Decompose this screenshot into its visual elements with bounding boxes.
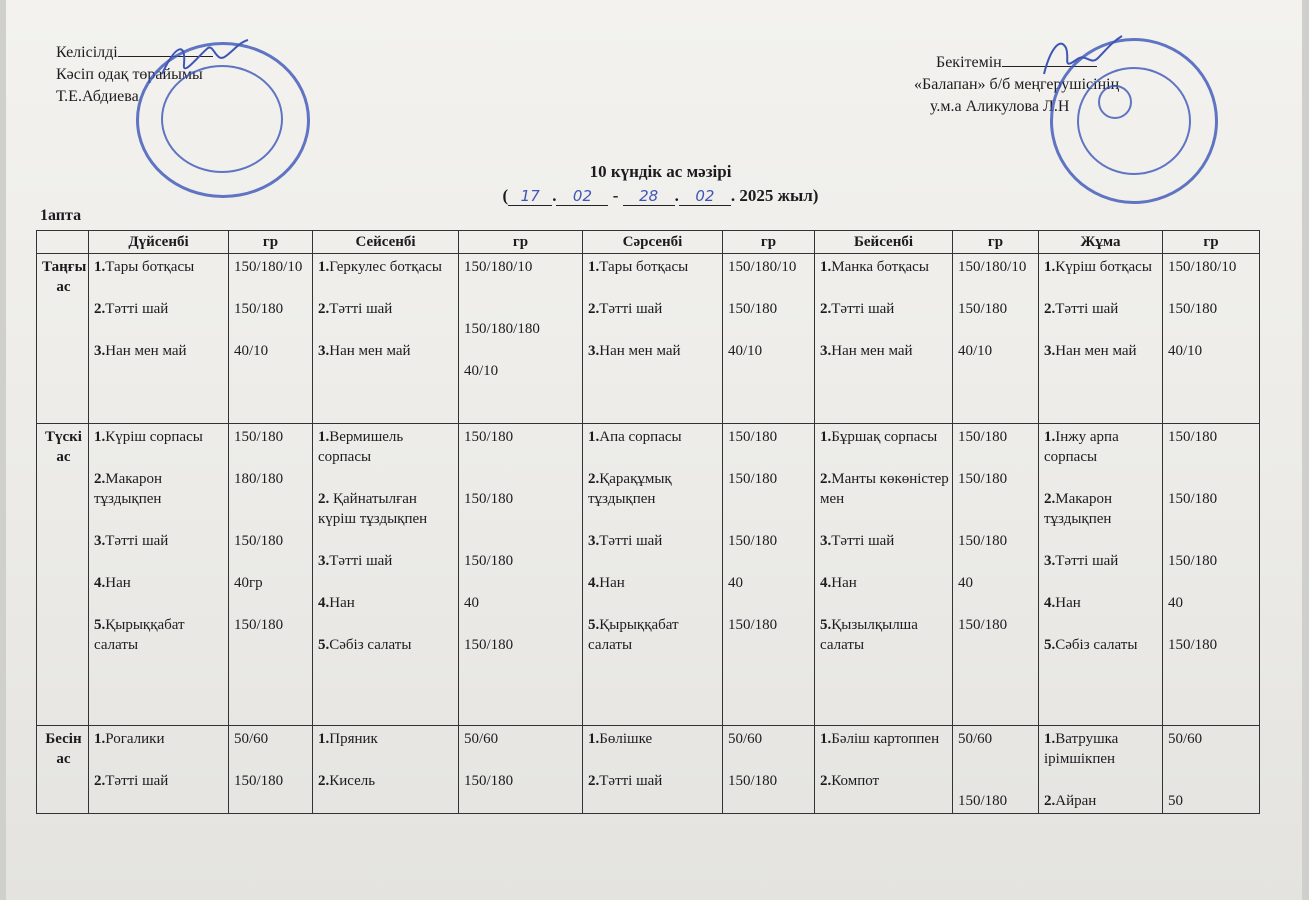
- dish-item: 2.Тәтті шай: [820, 301, 895, 317]
- dish-item: 2.Манты көкөністер мен: [820, 471, 949, 507]
- dish-item: 2.Айран: [1044, 793, 1097, 809]
- grams-cell: [953, 726, 1039, 814]
- grams-value: 150/180/10: [464, 259, 533, 275]
- dish-item: 1.Тары ботқасы: [94, 259, 195, 275]
- grams-cell: [459, 424, 583, 726]
- grams-value: 150/180: [1168, 301, 1218, 317]
- signature-right-icon: [1036, 30, 1126, 80]
- grams-value: 150/180: [234, 533, 284, 549]
- grams-value: 50: [1168, 793, 1183, 809]
- grams-value: 150/180: [1168, 491, 1218, 507]
- dish-item: 2.Тәтті шай: [588, 301, 663, 317]
- grams-cell: [229, 424, 313, 726]
- dish-item: 2. Қайнатылған күріш тұздықпен: [318, 491, 428, 527]
- dish-item: 2.Тәтті шай: [318, 301, 393, 317]
- grams-cell: [723, 254, 815, 424]
- meal-name: Таңғы ас: [37, 254, 89, 424]
- dish-cell: [313, 424, 459, 726]
- dish-item: 2.Тәтті шай: [1044, 301, 1119, 317]
- grams-value: 40: [464, 595, 479, 611]
- dish-item: 1.Інжу арпа сорпасы: [1044, 429, 1119, 465]
- dish-item: 2.Макарон тұздықпен: [94, 471, 162, 507]
- grams-value: 150/180: [958, 429, 1008, 445]
- dish-item: 3.Тәтті шай: [94, 533, 169, 549]
- dish-cell: [583, 726, 723, 814]
- dish-item: 1.Вермишель сорпасы: [318, 429, 404, 465]
- grams-cell: [1163, 254, 1260, 424]
- grams-cell: [229, 726, 313, 814]
- grams-cell: [459, 254, 583, 424]
- column-header: гр: [1163, 231, 1260, 254]
- dish-item: 1.Манка ботқасы: [820, 259, 929, 275]
- column-header: гр: [723, 231, 815, 254]
- dish-cell: [89, 254, 229, 424]
- dish-item: 3.Тәтті шай: [820, 533, 895, 549]
- dish-item: 3.Нан мен май: [318, 343, 411, 359]
- dish-item: 3.Нан мен май: [588, 343, 681, 359]
- grams-value: 150/180: [464, 553, 514, 569]
- year-text: . 2025 жыл): [730, 186, 819, 205]
- grams-value: 150/180: [1168, 429, 1218, 445]
- dish-item: 1.Тары ботқасы: [588, 259, 689, 275]
- column-header: гр: [953, 231, 1039, 254]
- grams-value: 150/180: [728, 429, 778, 445]
- grams-value: 40: [728, 575, 743, 591]
- dish-item: 5.Сәбіз салаты: [318, 637, 412, 653]
- dish-item: 3.Нан мен май: [820, 343, 913, 359]
- grams-value: 40: [1168, 595, 1183, 611]
- column-header: гр: [459, 231, 583, 254]
- grams-value: 40/10: [1168, 343, 1203, 359]
- start-day: 17: [508, 187, 552, 206]
- grams-cell: [723, 726, 815, 814]
- grams-value: 150/180: [1168, 637, 1218, 653]
- week-label: 1апта: [40, 207, 82, 224]
- dish-item: 3.Тәтті шай: [1044, 553, 1119, 569]
- dish-item: 4.Нан: [588, 575, 625, 591]
- grams-value: 50/60: [958, 731, 993, 747]
- grams-value: 150/180: [958, 301, 1008, 317]
- column-header: [37, 231, 89, 254]
- dish-item: 2.Макарон тұздықпен: [1044, 491, 1112, 527]
- end-month: 02: [679, 187, 731, 206]
- dish-cell: [815, 424, 953, 726]
- dish-item: 2.Компот: [820, 773, 880, 789]
- dish-item: 4.Нан: [94, 575, 131, 591]
- dish-item: 1.Ватрушка ірімшікпен: [1044, 731, 1119, 767]
- column-header: Жұма: [1039, 231, 1163, 254]
- grams-cell: [723, 424, 815, 726]
- dish-item: 1.Бөлішке: [588, 731, 653, 747]
- header-row: [37, 231, 1260, 254]
- grams-value: 150/180: [728, 301, 778, 317]
- grams-value: 50/60: [464, 731, 499, 747]
- grams-value: 150/180: [728, 773, 778, 789]
- grams-value: 150/180/10: [1168, 259, 1237, 275]
- dish-item: 1.Бәліш картоппен: [820, 731, 940, 747]
- grams-value: 150/180: [958, 533, 1008, 549]
- dish-item: 3.Тәтті шай: [588, 533, 663, 549]
- dish-item: 1.Геркулес ботқасы: [318, 259, 442, 275]
- dish-item: 5.Сәбіз салаты: [1044, 637, 1138, 653]
- dish-cell: [583, 424, 723, 726]
- approved-label: Бекітемін: [936, 54, 1002, 71]
- dish-item: 1.Күріш сорпасы: [94, 429, 203, 445]
- table-row: [37, 726, 1260, 814]
- dish-item: 5.Қырыққабат салаты: [94, 617, 185, 653]
- grams-value: 150/180: [958, 617, 1008, 633]
- grams-value: 150/180: [1168, 553, 1218, 569]
- dish-cell: [815, 254, 953, 424]
- dish-item: 1.Бұршақ сорпасы: [820, 429, 938, 445]
- dish-cell: [1039, 726, 1163, 814]
- dish-item: 1.Пряник: [318, 731, 378, 747]
- grams-cell: [1163, 726, 1260, 814]
- dish-cell: [313, 726, 459, 814]
- grams-value: 150/180: [958, 471, 1008, 487]
- grams-value: 150/180: [728, 533, 778, 549]
- dish-cell: [313, 254, 459, 424]
- grams-value: 150/180: [234, 429, 284, 445]
- dish-item: 1.Рогалики: [94, 731, 165, 747]
- grams-cell: [459, 726, 583, 814]
- grams-value: 40/10: [234, 343, 269, 359]
- grams-value: 50/60: [728, 731, 763, 747]
- grams-value: 40/10: [958, 343, 993, 359]
- grams-value: 150/180/10: [728, 259, 797, 275]
- grams-value: 50/60: [234, 731, 269, 747]
- grams-value: 40/10: [728, 343, 763, 359]
- page-title: 10 күндік ас мәзірі: [589, 162, 732, 181]
- menu-table: [36, 230, 1260, 814]
- dish-item: 2.Тәтті шай: [588, 773, 663, 789]
- grams-value: 150/180: [234, 773, 284, 789]
- dish-item: 1.Күріш ботқасы: [1044, 259, 1152, 275]
- grams-value: 150/180/10: [958, 259, 1027, 275]
- grams-value: 150/180/180: [464, 321, 540, 337]
- dish-item: 2.Тәтті шай: [94, 773, 169, 789]
- head-title-label: «Балапан» б/б меңгерушісінің: [914, 76, 1120, 93]
- grams-value: 150/180: [464, 429, 514, 445]
- dish-cell: [1039, 254, 1163, 424]
- grams-value: 150/180: [958, 793, 1008, 809]
- dish-cell: [1039, 424, 1163, 726]
- grams-cell: [229, 254, 313, 424]
- grams-value: 150/180: [728, 471, 778, 487]
- dish-item: 2.Қарақұмық тұздықпен: [588, 471, 672, 507]
- dish-item: 5.Қызылқылша салаты: [820, 617, 918, 653]
- dish-item: 2.Тәтті шай: [94, 301, 169, 317]
- column-header: Бейсенбі: [815, 231, 953, 254]
- end-day: 28: [623, 187, 675, 206]
- dish-cell: [89, 726, 229, 814]
- start-month: 02: [556, 187, 608, 206]
- grams-cell: [1163, 424, 1260, 726]
- dish-cell: [583, 254, 723, 424]
- grams-value: 40гр: [234, 575, 263, 591]
- grams-value: 180/180: [234, 471, 284, 487]
- grams-value: 150/180: [728, 617, 778, 633]
- grams-value: 150/180: [234, 617, 284, 633]
- dish-item: 4.Нан: [820, 575, 857, 591]
- meal-name: Бесін ас: [37, 726, 89, 814]
- column-header: Сейсенбі: [313, 231, 459, 254]
- grams-value: 150/180: [464, 637, 514, 653]
- agreed-label: Келісілді: [56, 44, 118, 61]
- signature-left-icon: [156, 34, 256, 82]
- grams-value: 150/180/10: [234, 259, 303, 275]
- dish-item: 4.Нан: [318, 595, 355, 611]
- column-header: гр: [229, 231, 313, 254]
- meal-name: Түскі ас: [37, 424, 89, 726]
- document-page: [6, 0, 1302, 900]
- grams-value: 50/60: [1168, 731, 1203, 747]
- date-range: ( 17 . 02 - 28 . 02 . 2025 жыл): [502, 186, 819, 205]
- union-chair-label: Кәсіп одақ төрайымы: [56, 66, 203, 83]
- column-header: Дүйсенбі: [89, 231, 229, 254]
- grams-value: 40: [958, 575, 973, 591]
- grams-cell: [953, 254, 1039, 424]
- grams-value: 40/10: [464, 363, 499, 379]
- dish-item: 3.Нан мен май: [1044, 343, 1137, 359]
- grams-value: 150/180: [234, 301, 284, 317]
- grams-cell: [953, 424, 1039, 726]
- column-header: Сәрсенбі: [583, 231, 723, 254]
- dish-item: 4.Нан: [1044, 595, 1081, 611]
- head-name-label: у.м.а Аликулова Л.Н: [930, 98, 1070, 115]
- dish-item: 3.Нан мен май: [94, 343, 187, 359]
- dish-item: 2.Кисель: [318, 773, 376, 789]
- grams-value: 150/180: [464, 491, 514, 507]
- grams-value: 150/180: [464, 773, 514, 789]
- dish-cell: [89, 424, 229, 726]
- dish-item: 3.Тәтті шай: [318, 553, 393, 569]
- union-chair-name: Т.Е.Абдиева: [56, 88, 139, 105]
- table-row: [37, 254, 1260, 424]
- table-row: [37, 424, 1260, 726]
- dish-cell: [815, 726, 953, 814]
- dish-item: 5.Қырыққабат салаты: [588, 617, 679, 653]
- dish-item: 1.Апа сорпасы: [588, 429, 682, 445]
